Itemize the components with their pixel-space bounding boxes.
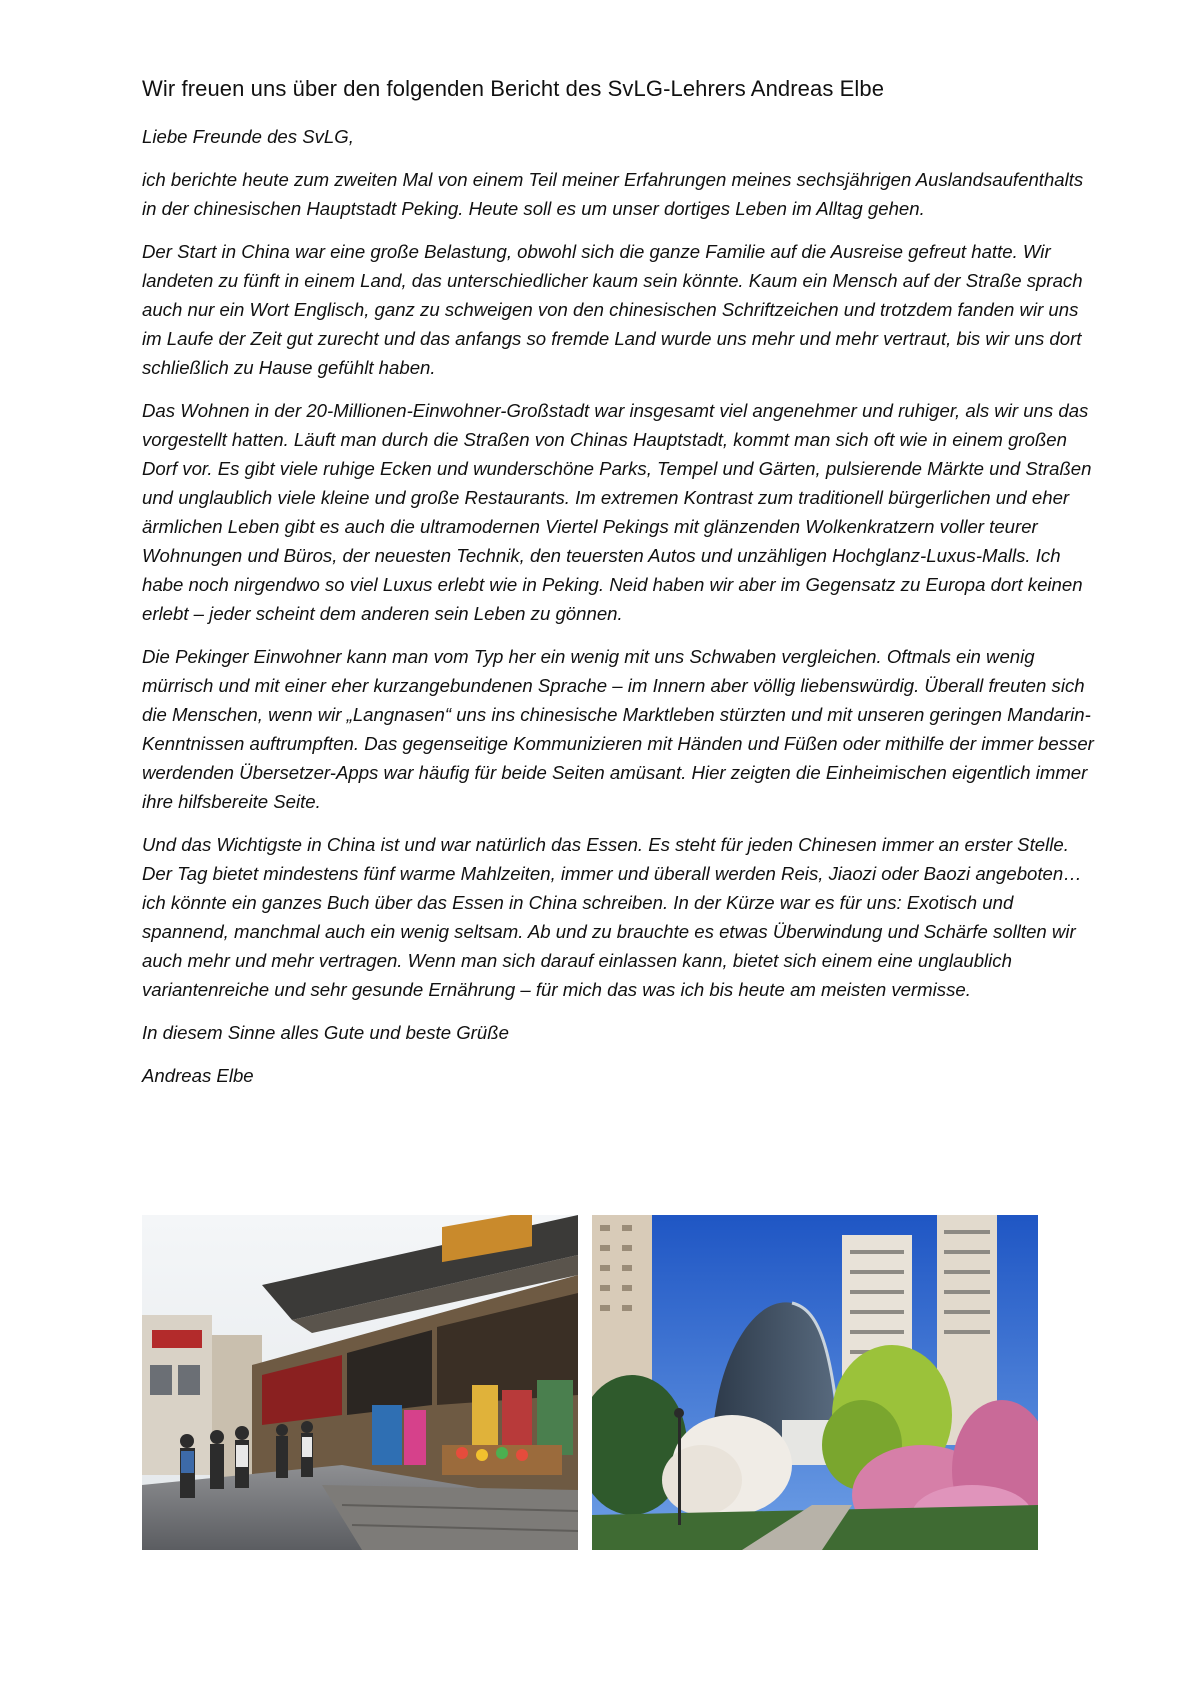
page-title: Wir freuen uns über den folgenden Bericht des SvLG-Lehrers Andreas Elbe <box>142 76 885 101</box>
paragraph-3: Das Wohnen in der 20-Millionen-Einwohner-Großstadt war insgesamt viel angenehmer und ruhiger, als wir uns das vorgestellt hatten. Läuft man durch die Straßen von Chinas Hauptstadt, kommt man sich oft wie in einem großen Dorf vor. Es gibt viele ruhige Ecken und wunderschöne Parks, Tempel und Gärten, pulsierende Märkte und Straßen und unglaublich viele kleine und große Restaurants. Im extremen Kontrast zum traditionell bürgerlichen und eher ärmlichen Leben gibt es auch die ultramodernen Viertel Pekings mit glänzenden Wolkenkratzern voller teurer Wohnungen und Büros, der neuesten Technik, den teuersten Autos und unzähligen Hochglanz-Luxus-Malls. Ich habe noch nirgendwo so viel Luxus erlebt wie in Peking. Neid haben wir aber im Gegensatz zu Europa dort keinen erlebt – jeder scheint dem anderen sein Leben zu gönnen. <box>142 400 1092 624</box>
greeting: Liebe Freunde des SvLG, <box>142 126 354 147</box>
letter-body <box>142 122 1102 1104</box>
paragraph-5: Und das Wichtigste in China ist und war natürlich das Essen. Es steht für jeden Chinesen immer an erster Stelle. Der Tag bietet mindestens fünf warme Mahlzeiten, immer und überall werden Reis, Jiaozi oder Baozi angeboten…ich könnte ein ganzes Buch über das Essen in China schreiben. In der Kürze war es für uns: Exotisch und spannend, manchmal auch ein wenig seltsam. Ab und zu brauchte es etwas Überwindung und Schärfe sollten wir auch mehr und mehr vertragen. Wenn man sich darauf einlassen kann, bietet sich einem eine unglaublich variantenreiche und sehr gesunde Ernährung – für mich das was ich bis heute am meisten vermisse. <box>142 834 1082 1000</box>
skyline-blossom-photo <box>592 1215 1038 1550</box>
paragraph-2: Der Start in China war eine große Belastung, obwohl sich die ganze Familie auf die Ausreise gefreut hatte. Wir landeten zu fünft in einem Land, das unterschiedlicher kaum sein könnte. Kaum ein Mensch auf der Straße sprach auch nur ein Wort Englisch, ganz zu schweigen von den chinesischen Schriftzeichen und trotzdem fanden wir uns im Laufe der Zeit gut zurecht und das anfangs so fremde Land wurde uns mehr und mehr vertraut, bis wir uns dort schließlich zu Hause gefühlt haben. <box>142 241 1083 378</box>
paragraph-4: Die Pekinger Einwohner kann man vom Typ her ein wenig mit uns Schwaben vergleichen. Oftmals ein wenig mürrisch und mit einer eher kurzangebundenen Sprache – im Innern aber völlig liebenswürdig. Überall freuten sich die Menschen, wenn wir „Langnasen“ uns ins chinesische Marktleben stürzten und mit unseren geringen Mandarin-Kenntnissen auftrumpften. Das gegenseitige Kommunizieren mit Händen und Füßen oder mithilfe der immer besser werdenden Übersetzer-Apps war häufig für beide Seiten amüsant. Hier zeigten die Einheimischen eigentlich immer ihre hilfsbereite Seite. <box>142 646 1094 812</box>
paragraph-1: ich berichte heute zum zweiten Mal von einem Teil meiner Erfahrungen meines sechsjährigen Auslandsaufenthalts in der chinesischen Hauptstadt Peking. Heute soll es um unser dortiges Leben im Alltag gehen. <box>142 169 1084 219</box>
street-market-photo <box>142 1215 578 1550</box>
signature: Andreas Elbe <box>142 1065 254 1086</box>
closing-line: In diesem Sinne alles Gute und beste Grüße <box>142 1022 509 1043</box>
photo-row <box>142 1215 1042 1550</box>
